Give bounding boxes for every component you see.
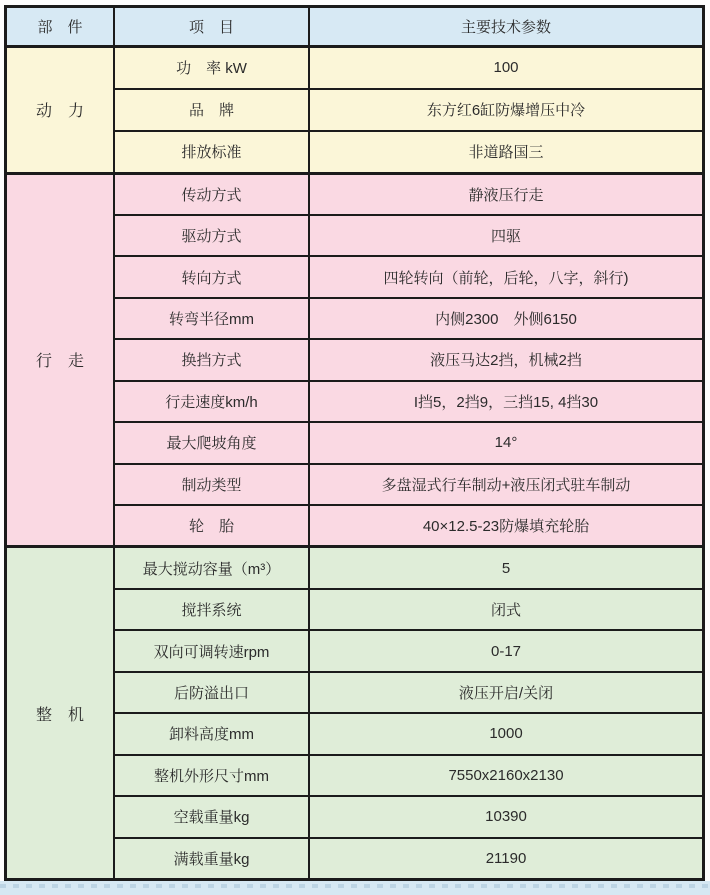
table-row [115,88,702,130]
section-rows [115,175,702,546]
item-label: 整机外形尺寸mm [115,756,310,795]
table-row [115,380,702,421]
table-row [115,463,702,504]
table-row [115,130,702,172]
table-body [7,48,702,878]
decorative-strip [0,881,710,895]
item-label: 最大搅动容量（m³） [115,548,310,587]
table-row [115,421,702,462]
param-value: 内侧2300 外侧6150 [435,311,577,329]
header-cell-item: 项 目 [115,8,310,45]
table-row [115,588,702,629]
table-row [115,214,702,255]
section-machine [7,545,702,878]
item-label: 功 率 kW [115,48,310,88]
item-label: 换挡方式 [115,340,310,379]
item-label: 满载重量kg [115,839,310,878]
item-label: 卸料高度mm [115,714,310,753]
section-travel [7,172,702,546]
table-row [115,712,702,753]
header-cell-part: 部 件 [7,8,115,45]
param-value: 东方红6缸防爆增压中冷 [426,102,586,120]
item-label: 最大爬坡角度 [115,423,310,462]
param-value: 0-17 [490,642,522,660]
table-row [115,175,702,214]
param-value: 100 [493,59,519,77]
item-label: 品 牌 [115,90,310,130]
param-value: 闭式 [490,602,521,620]
item-label: 传动方式 [115,175,310,214]
item-label: 搅拌系统 [115,590,310,629]
param-value: 液压开启/关闭 [458,684,554,702]
section-power [7,48,702,172]
item-label: 空载重量kg [115,797,310,836]
table-row [115,297,702,338]
table-row [115,795,702,836]
item-label: 制动类型 [115,465,310,504]
spec-table [4,5,705,881]
item-label: 驱动方式 [115,216,310,255]
param-value: 40×12.5-23防爆填充轮胎 [422,518,590,536]
param-value: 5 [501,559,511,577]
header-cell-params: 主要技术参数 [460,19,551,36]
item-label: 转向方式 [115,257,310,296]
table-row [115,48,702,88]
item-label: 双向可调转速rpm [115,631,310,670]
param-value: 1000 [489,725,523,743]
param-value: 静液压行走 [468,186,544,204]
table-header-row [7,8,702,48]
param-value: 10390 [485,808,527,826]
param-value: 21190 [485,849,527,867]
param-value: 液压马达2挡，机械2挡 [430,352,582,370]
param-value: 四驱 [490,228,521,246]
part-label: 整 机 [7,548,115,878]
param-value: 7550x2160x2130 [448,766,564,784]
param-value: 非道路国三 [468,144,544,162]
table-row [115,548,702,587]
table-row [115,671,702,712]
param-value: 多盘湿式行车制动+液压闭式驻车制动 [381,476,631,494]
table-row [115,255,702,296]
section-rows [115,548,702,878]
table-row [115,338,702,379]
part-label: 动 力 [7,48,115,172]
item-label: 行走速度km/h [115,382,310,421]
table-row [115,629,702,670]
section-rows [115,48,702,172]
item-label: 后防溢出口 [115,673,310,712]
param-value: 14° [494,434,518,452]
table-row [115,754,702,795]
part-label: 行 走 [7,175,115,546]
item-label: 轮 胎 [115,506,310,545]
item-label: 转弯半径mm [115,299,310,338]
item-label: 排放标准 [115,132,310,172]
table-row [115,504,702,545]
param-value: I挡5，2挡9，三挡15, 4挡30 [413,393,599,411]
table-row [115,837,702,878]
param-value: 四轮转向（前轮，后轮，八字，斜行) [383,269,629,287]
